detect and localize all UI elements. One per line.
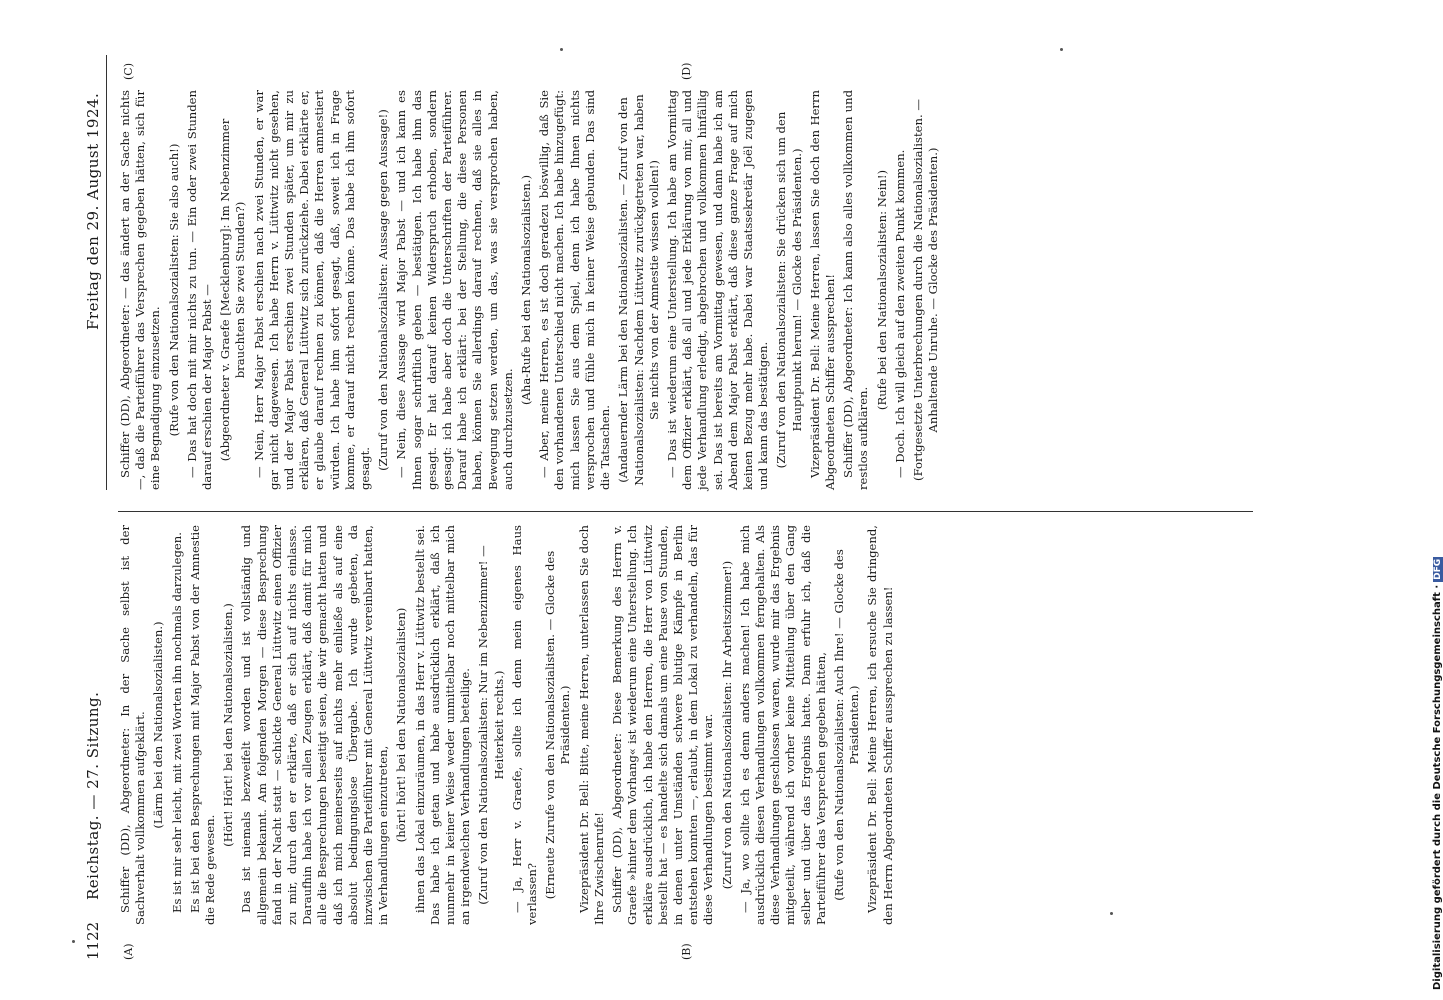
digitization-note bbox=[1412, 0, 1443, 1000]
speech-paragraph: — Das ist wiederum eine Unterstellung. Ich habe am Vormittag dem Offizier erklärt, daß all und jede Erklärung von mir, all und jede Verhandlung erledigt, abgebrochen und vollkommen hinfällig sei. Das ist bereits am Vormittag gewesen, und dann habe ich am Abend dem Major Pabst erklärt, daß diese ganze Frage auf mich keinen Bezug mehr habe. Dabei war Staatssekretär Joël zugegen und kann das bestätigen. bbox=[664, 90, 771, 490]
interjection: (Zuruf von den Nationalsozialisten: Sie drücken sich um den Hauptpunkt herum! — Glocke des Präsidenten.) bbox=[774, 111, 804, 469]
interjection: (Zuruf von den Nationalsozialisten: Ihr Arbeitszimmer!) bbox=[719, 560, 734, 890]
interjection: (hört! hört! bei den Nationalsozialisten) bbox=[394, 607, 409, 843]
running-head-right: Freitag den 29. August 1924. bbox=[84, 92, 102, 330]
header-rule bbox=[106, 55, 107, 490]
speech-paragraph: — Nein, diese Aussage wird Major Pabst — und ich kann es Ihnen sogar schriftlich geben — bestätigen. Ich habe ihm das gesagt. Er hat darauf keinen Widerspruch erhoben, sondern gesagt: ich habe aber doch die Unterschriften der Parteiführer. Darauf habe ich erklärt: bei der Stellung, die diese Personen haben, können Sie allerdings darauf rechnen, daß sie alles in Bewegung setzen werden, um das, was sie versprochen haben, auch durchzusetzen. bbox=[394, 90, 515, 490]
interjection: (Hört! Hört! bei den Nationalsozialisten.) bbox=[221, 603, 236, 847]
column-divider bbox=[118, 511, 1253, 512]
interjection: (Erneute Zurufe von den Nationalsozialisten. — Glocke des Präsidenten.) bbox=[543, 550, 573, 900]
margin-mark-c: (C) bbox=[122, 63, 135, 80]
scan-speck bbox=[560, 48, 563, 51]
speech-paragraph: Vizepräsident Dr. Bell: Bitte, meine Herren, unterlassen Sie doch Ihre Zwischenrufe! bbox=[576, 525, 606, 925]
interjection: (Fortgesetzte Unterbrechungen durch die Nationalsozialisten. — Anhaltende Unruhe. — Glocke des Präsidenten.) bbox=[910, 99, 941, 481]
scan-speck bbox=[1060, 48, 1063, 51]
speech-paragraph: Vizepräsident Dr. Bell: Meine Herren, lassen Sie doch den Herrn Abgeordneten Schiffer aussprechen! bbox=[807, 90, 837, 490]
interjection: (Zuruf von den Nationalsozialisten: Aussage gegen Aussage!) bbox=[376, 109, 391, 471]
interjection: (Andauernder Lärm bei den Nationalsozialisten. — Zuruf von den Nationalsozialisten: Nachdem Lüttwitz zurückgetreten war, haben Sie nichts von der Amnestie wissen wollen!) bbox=[616, 94, 661, 486]
speech-paragraph: — Aber, meine Herren, es ist doch geradezu böswillig, daß Sie den vorhandenen Unterschied nicht machen. Ich habe hinzugefügt: mich lassen Sie aus dem Spiel, denn ich habe Ihnen nichts versprochen und fühle mich in keiner Weise gebunden. Das sind die Tatsachen. bbox=[537, 90, 613, 490]
speech-paragraph: ihnen das Lokal einzuräumen, in das Herr v. Lüttwitz bestellt sei. Das habe ich getan und habe ausdrücklich erklärt, daß ich nunmehr in keiner Weise weder unmittelbar noch mittelbar mich an irgendwelchen Verhandlungen beteilige. bbox=[412, 525, 473, 925]
speech-paragraph: Schiffer (DD), Abgeordneter: — das ändert an der Sache nichts —, daß die Parteiführer das Versprechen gegeben hätten, sich für eine Begnadigung einzusetzen. bbox=[118, 90, 163, 490]
speech-paragraph: Vizepräsident Dr. Bell: Meine Herren, ich ersuche Sie dringend, den Herrn Abgeordneten Schiffer aussprechen zu lassen! bbox=[865, 525, 895, 925]
digitization-note-text: Digitalisierung gefördert durch die Deutsche Forschungsgemeinschaft · bbox=[1432, 584, 1443, 990]
interjection: (Zuruf von den Nationalsozialisten: Nur im Nebenzimmer! — Heiterkeit rechts.) bbox=[476, 545, 506, 905]
left-column bbox=[118, 525, 899, 925]
page-number: 1122 bbox=[84, 921, 102, 960]
speech-paragraph: — Ja, Herr v. Graefe, sollte ich denn mein eigenes Haus verlassen? bbox=[509, 525, 540, 925]
speech-paragraph: Schiffer (DD), Abgeordneter: In der Sache selbst ist der Sachverhalt vollkommen aufgeklärt. bbox=[118, 525, 148, 925]
margin-mark-d: (D) bbox=[680, 62, 693, 80]
speech-paragraph: Schiffer (DD), Abgeordneter: Ich kann also alles vollkommen und restlos aufklären. bbox=[841, 90, 871, 490]
interjection: (Abgeordneter v. Graefe [Mecklenburg]: Im Nebenzimmer brauchten Sie zwei Stunden?) bbox=[218, 118, 248, 462]
running-head bbox=[80, 55, 108, 960]
interjection: (Rufe von den Nationalsozialisten: Sie also auch!) bbox=[166, 143, 181, 437]
speech-paragraph: Das ist niemals bezweifelt worden und ist vollständig und allgemein bekannt. Am folgenden Morgen — diese Besprechung fand in der Nacht statt — schickte General Lüttwitz einen Offizier zu mir, durch den er erklärte, daß er sich auf nichts einlasse. Daraufhin habe ich vor allen Zeugen erklärt, daß damit für mich alle die Besprechungen beseitigt seien, die wir gemacht hatten und daß ich mich meinerseits auf nichts mehr einließe als auf eine absolut bedingungslose Übergabe. Ich wurde gebeten, da inzwischen die Parteiführer mit General Lüttwitz vereinbart hatten, in Verhandlungen einzutreten, bbox=[239, 525, 391, 925]
rotated-page bbox=[80, 55, 1315, 960]
speech-paragraph: Es ist bei den Besprechungen mit Major Pabst von der Amnestie die Rede gewesen. bbox=[187, 525, 218, 925]
speech-paragraph: — Nein, Herr Major Pabst erschien nach zwei Stunden, er war gar nicht dagewesen. Ich habe Herrn v. Lüttwitz nicht gesehen, und der Major Pabst erschien zwei Stunden später, um mir zu erklären, daß General Lüttwitz sich zurückziehe. Dabei erklärte er, er glaube darauf rechnen zu können, daß die Herren amnestiert würden. Ich habe ihm sofort gesagt, daß, soweit ich in Frage komme, er darauf nicht rechnen könne. Das habe ich ihm sofort gesagt. bbox=[251, 90, 373, 490]
right-column bbox=[118, 90, 944, 490]
running-head-left: Reichstag. — 27. Sitzung. bbox=[84, 691, 102, 900]
interjection: (Aha-Rufe bei den Nationalsozialisten.) bbox=[519, 174, 534, 406]
margin-mark-b: (B) bbox=[680, 943, 693, 960]
speech-paragraph: — Doch. Ich will gleich auf den zweiten Punkt kommen. bbox=[892, 149, 907, 478]
interjection: (Lärm bei den Nationalsozialisten.) bbox=[151, 621, 166, 829]
scan-speck bbox=[72, 940, 75, 943]
speech-paragraph: — Ja, wo sollte ich es denn anders machen! Ich habe mich ausdrücklich diesen Verhandlungen vollkommen ferngehalten. Als diese Verhandlungen geschlossen waren, wurde mir das Ergebnis mitgeteilt, während ich vorher keine Mitteilung über den Gang selber und über das Ergebnis hatte. Dann erfuhr ich, daß die Parteiführer das Versprechen gegeben hätten, bbox=[737, 525, 828, 925]
dfg-logo: DFG bbox=[1433, 558, 1443, 580]
speech-paragraph: — Das hat doch mit mir nichts zu tun. — Ein oder zwei Stunden darauf erschien der Major Pabst — bbox=[184, 90, 215, 490]
interjection: (Rufe von den Nationalsozialisten: Auch Ihre! — Glocke des Präsidenten.) bbox=[831, 549, 862, 901]
speech-paragraph: Schiffer (DD), Abgeordneter: Diese Bemerkung des Herrn v. Graefe »hinter dem Vorhang« ist wiederum eine Unterstellung. Ich erkläre ausdrücklich, ich habe den Herren, die Herr von Lüttwitz bestellt hat — es handelte sich damals um eine Pause von Stunden, in denen unter Umständen schwere blutige Kämpfe in Berlin entstehen konnten —, erlaubt, in dem Lokal zu verhandeln, das für diese Verhandlungen bestimmt war. bbox=[610, 525, 716, 925]
interjection: (Rufe bei den Nationalsozialisten: Nein!) bbox=[874, 169, 889, 411]
speech-paragraph: Es ist mir sehr leicht, mit zwei Worten ihn nochmals darzulegen. bbox=[169, 532, 184, 913]
margin-mark-a: (A) bbox=[122, 943, 135, 960]
scan-speck bbox=[1110, 912, 1113, 915]
